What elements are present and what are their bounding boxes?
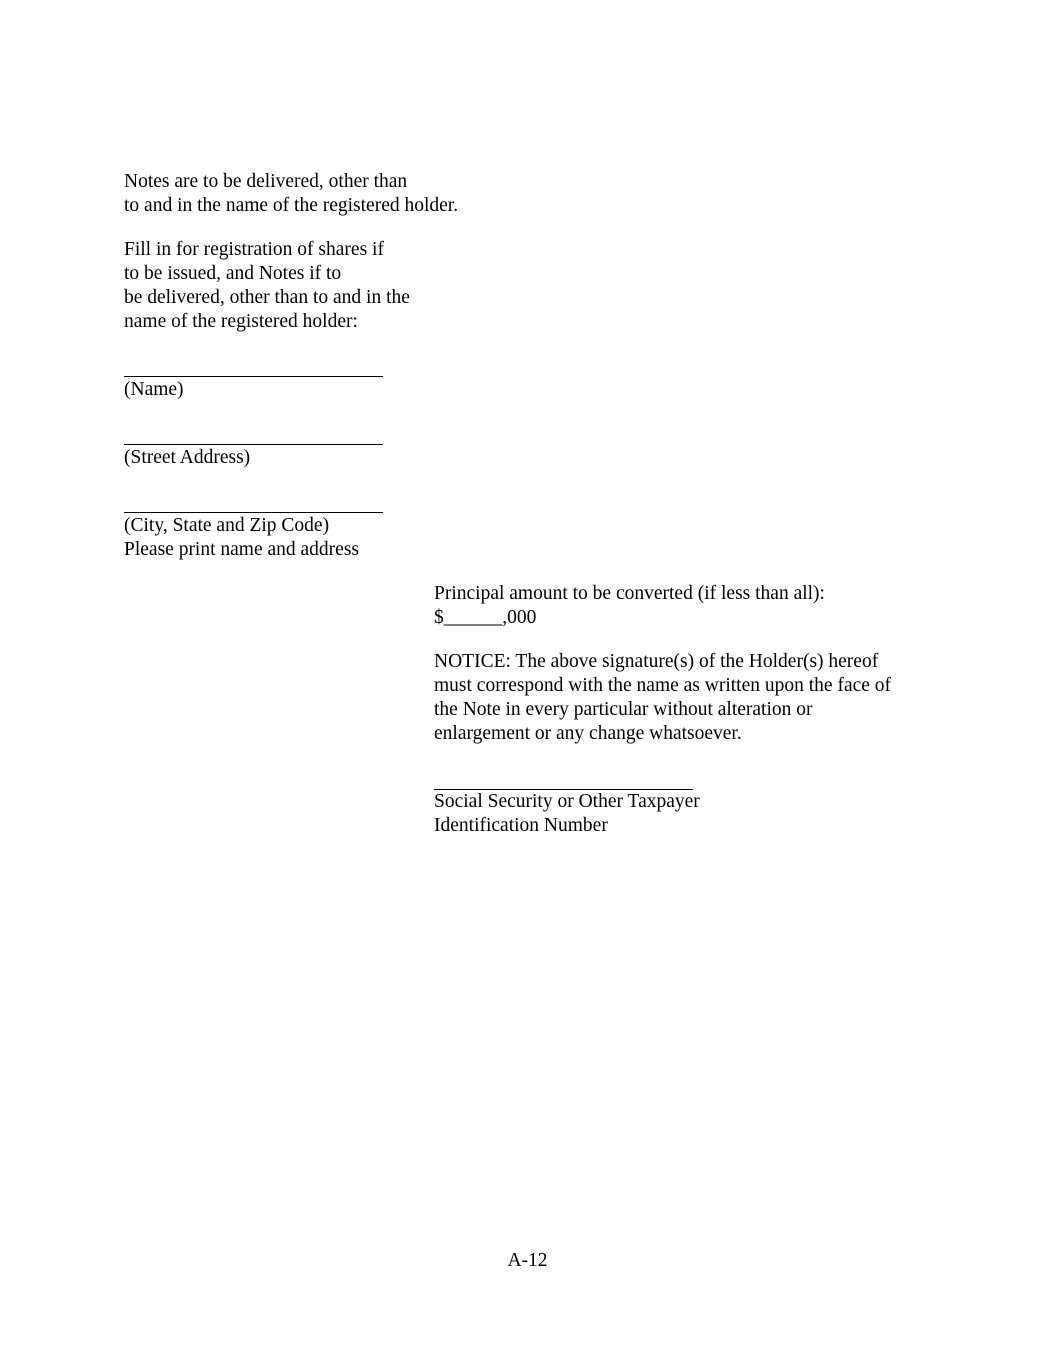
fill-in-line: to be issued, and Notes if to	[124, 263, 342, 284]
fill-in-line: Fill in for registration of shares if	[124, 239, 384, 260]
intro-line: Notes are to be delivered, other than	[124, 171, 408, 192]
notice-line: enlargement or any change whatsoever.	[434, 723, 742, 744]
fill-in-line: be delivered, other than to and in the	[124, 287, 410, 308]
fill-in-paragraph	[124, 238, 410, 334]
city-state-zip-label	[124, 514, 359, 562]
ssn-label	[434, 790, 700, 838]
page-number: A-12	[507, 1250, 548, 1271]
intro-line: to and in the name of the registered holder.	[124, 195, 459, 216]
notice-line: the Note in every particular without alteration or	[434, 699, 813, 720]
ssn-label-line: Identification Number	[434, 815, 608, 836]
fill-in-line: name of the registered holder:	[124, 311, 358, 332]
ssn-label-line: Social Security or Other Taxpayer	[434, 791, 700, 812]
name-label: (Name)	[124, 379, 184, 400]
notice-line: NOTICE: The above signature(s) of the Holder(s) hereof	[434, 651, 879, 672]
principal-amount-block	[434, 582, 825, 630]
principal-amount-field[interactable]: $______,000	[434, 607, 537, 628]
street-address-label: (Street Address)	[124, 447, 251, 468]
principal-amount-label: Principal amount to be converted (if less than all):	[434, 583, 825, 604]
city-state-zip-line[interactable]	[124, 512, 383, 513]
notice-line: must correspond with the name as written upon the face of	[434, 675, 892, 696]
print-note: Please print name and address	[124, 539, 360, 560]
name-signature-line[interactable]	[124, 376, 383, 377]
city-state-zip-label-text: (City, State and Zip Code)	[124, 515, 330, 536]
intro-paragraph	[124, 170, 458, 218]
notice-paragraph	[434, 650, 891, 746]
street-address-line[interactable]	[124, 444, 383, 445]
